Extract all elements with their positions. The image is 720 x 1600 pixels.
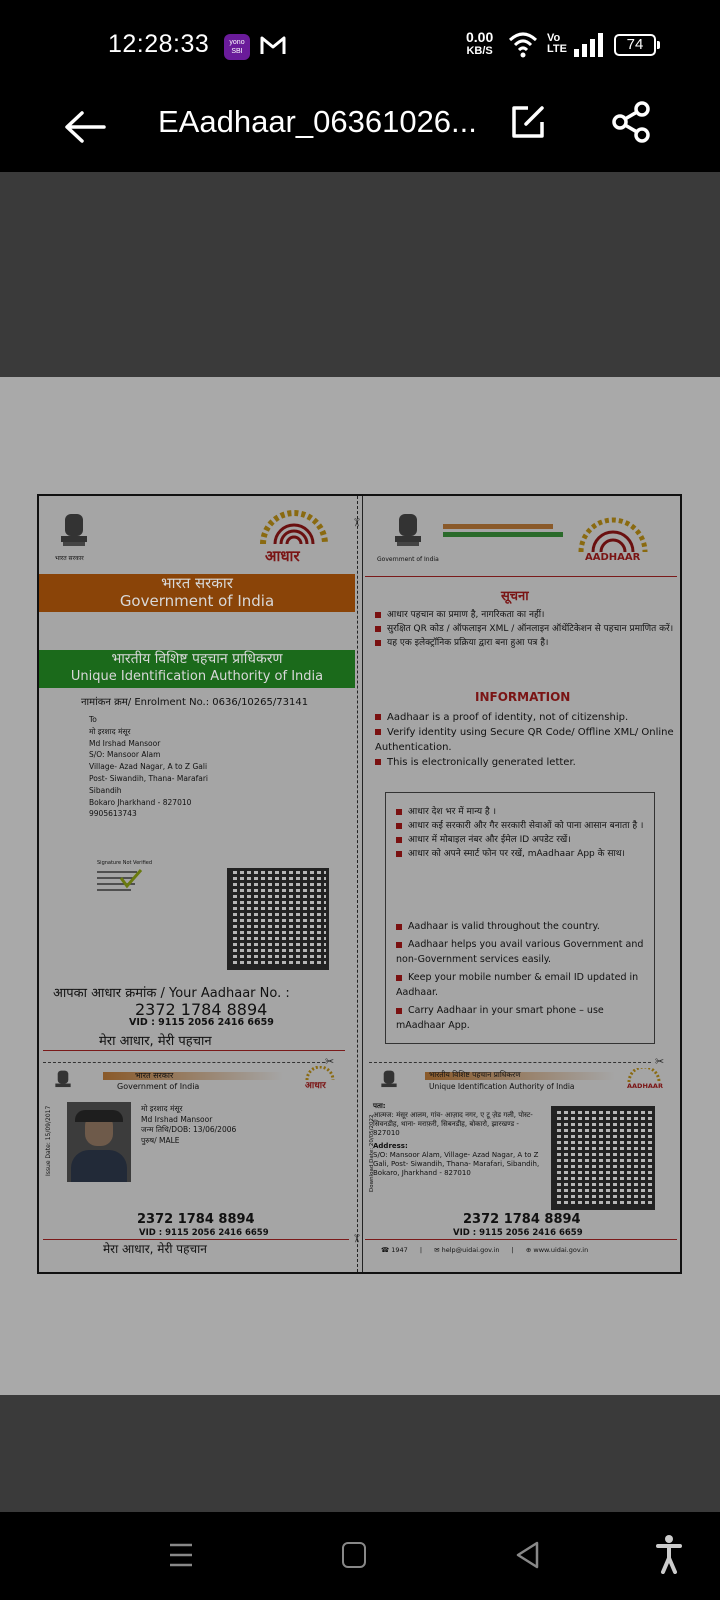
header-divider [365, 576, 677, 577]
box-en-list: Aadhaar is valid throughout the country. Aadhaar helps you avail various Government and non-Government services easily. Keep your mobile number & email ID updated in Aadhaar. Carry Aadhaar in your smart phone – use mAadhaar App. [396, 921, 644, 1031]
navigation-bar [0, 1512, 720, 1600]
pdf-viewer[interactable] [0, 172, 720, 1512]
info-en-list: Aadhaar is a proof of identity, not of citizenship. Verify identity using Secure QR Code/ Offline XML/ Online Authentication. This is electronically generated letter. [375, 712, 674, 768]
right-cut-line [369, 1062, 651, 1063]
gov-band: भारत सरकार Government of India [39, 574, 355, 612]
vertical-cut-line [357, 496, 363, 1272]
signature-check-icon [97, 866, 153, 896]
card-tagline: मेरा आधार, मेरी पहचान [103, 1242, 207, 1256]
card-details: मो इरशाद मंसूर Md Irshad Mansoor जन्म तिथि/DOB: 13/06/2006 पुरुष/ MALE [141, 1104, 237, 1145]
enrolment-number: नामांकन क्रम/ Enrolment No.: 0636/10265/73141 [81, 697, 309, 708]
home-icon[interactable] [342, 1542, 366, 1568]
card-gov-en: Government of India [117, 1082, 200, 1091]
card-aadhaar-number: 2372 1784 8894 [137, 1212, 255, 1227]
aadhaar-letter [37, 494, 682, 1274]
uidai-band: भारतीय विशिष्ट पहचान प्राधिकरण Unique Identification Authority of India [39, 650, 355, 688]
tricolor-green [443, 532, 563, 537]
right-card-aadhaar-logo-icon [627, 1068, 661, 1082]
notice-hi-list: आधार पहचान का प्रमाण है, नागरिकता का नहीं। सुरक्षित QR कोड / ऑफलाइन XML / ऑनलाइन ऑथेंटिकेशन से पहचान प्रमाणित करें। यह एक इलेक्ट्रॉनिक प्रक्रिया द्वारा बना हुआ पत्र है। [375, 608, 675, 650]
clock: 12:28:33 [108, 30, 210, 58]
address-block: To मो इरशाद मंसूर Md Irshad Mansoor S/O: Mansoor Alam Village- Azad Nagar, A to Z Gali Post- Siwandih, Thana- Marafari Sibandih Bokaro Jharkhand - 827010 9905613743 [89, 715, 208, 819]
divider [43, 1050, 345, 1051]
nav-back-icon[interactable] [514, 1540, 540, 1570]
right-aadhaar-logo-text: AADHAAR [585, 552, 641, 563]
tricolor-orange [443, 524, 553, 529]
edit-icon[interactable] [508, 102, 548, 142]
right-scissors-icon: ✂ [655, 1055, 665, 1068]
scissors-icon: ✂ [325, 1055, 335, 1068]
box-hi-list: आधार देश भर में मान्य है । आधार कई सरकारी और गैर सरकारी सेवाओं को पाना आसान बनाता है । आधार में मोबाइल नंबर और ईमेल ID अपडेट रखें। आधार को अपने स्मार्ट फोन पर रखें, mAadhaar App के साथ। [396, 805, 648, 861]
vid-number: VID : 9115 2056 2416 6659 [129, 1017, 274, 1028]
your-aadhaar-label: आपका आधार क्रमांक / Your Aadhaar No. : [53, 986, 290, 1001]
right-card-divider [365, 1239, 677, 1240]
network-speed: 0.00 KB/S [466, 29, 494, 57]
signal-icon [574, 33, 604, 57]
download-date: Download Date: 20/05/2022 [369, 1114, 375, 1192]
share-icon[interactable] [610, 100, 654, 144]
wifi-icon [508, 30, 538, 58]
right-card-uidai-en: Unique Identification Authority of India [429, 1082, 575, 1091]
aadhaar-logo-text: आधार [265, 547, 300, 565]
phone-icon: ☎ [381, 1246, 390, 1254]
right-card-aadhaar-logo: AADHAAR [627, 1082, 663, 1090]
right-emblem-caption: Government of India [377, 556, 439, 563]
card-aadhaar-logo: आधार [305, 1081, 326, 1091]
photo [67, 1102, 131, 1182]
card-gov-hi: भारत सरकार [135, 1071, 174, 1080]
tagline: मेरा आधार, मेरी पहचान [99, 1034, 212, 1049]
scissors-icon-bottom: ✂ [350, 1233, 364, 1244]
right-qr-code [551, 1106, 655, 1210]
recent-apps-icon[interactable] [168, 1542, 194, 1568]
qr-code [227, 868, 329, 970]
right-card-vid: VID : 9115 2056 2416 6659 [453, 1228, 583, 1238]
gmail-icon [260, 34, 286, 56]
right-emblem-icon [391, 510, 425, 550]
right-aadhaar-logo-icon [575, 514, 651, 554]
mail-icon: ✉ [434, 1246, 440, 1254]
card-tricolor [103, 1072, 283, 1080]
notice-hi-title: सूचना [501, 589, 529, 604]
card-emblem-icon [53, 1068, 73, 1092]
signature-status: Signature Not Verified [97, 860, 153, 866]
volte-icon: Vo LTE [547, 32, 567, 55]
status-bar [0, 0, 720, 88]
right-panel [365, 496, 682, 1272]
info-title: INFORMATION [475, 690, 571, 704]
cut-line [43, 1062, 325, 1063]
emblem-caption: भारत सरकार [55, 555, 84, 562]
card-vid: VID : 9115 2056 2416 6659 [139, 1228, 269, 1238]
right-card-emblem-icon [379, 1068, 399, 1092]
issue-date: Issue Date: 15/09/2017 [45, 1105, 52, 1176]
app-bar [0, 88, 720, 172]
pdf-page[interactable] [0, 377, 720, 1395]
footer-contacts: ☎ 1947 | ✉ help@uidai.gov.in | ⊕ www.uidai.gov.in [381, 1246, 589, 1254]
accessibility-icon[interactable] [656, 1534, 682, 1574]
battery-icon: 74 [614, 34, 656, 56]
scissors-icon-top: ✂ [350, 517, 364, 528]
left-panel [39, 496, 355, 1272]
aadhaar-number: 2372 1784 8894 [135, 1000, 268, 1019]
globe-icon: ⊕ [525, 1246, 532, 1254]
yono-sbi-icon: yono SBI [224, 34, 250, 60]
right-card-aadhaar-number: 2372 1784 8894 [463, 1212, 581, 1227]
national-emblem-icon [57, 510, 91, 550]
info-box [385, 792, 655, 1044]
right-card-uidai-hi: भारतीय विशिष्ट पहचान प्राधिकरण [429, 1070, 521, 1079]
card-aadhaar-logo-icon [305, 1066, 335, 1080]
right-card-address: पता: आत्मज: मंसूर आलम, गांव- आज़ाद नगर, ए टू ज़ेड गली, पोस्ट- सिवनडीह, थाना- मराफ़री, सिबनडीह, बोकारो, झारखण्ड - 827010 Address: S/O: Mansoor Alam, Village- Azad Nagar, A to Z Gali, Post- Siwandih, Thana- Marafari, Sibandih, Bokaro, Jharkhand - 827010 [373, 1102, 540, 1177]
back-arrow-icon[interactable] [62, 104, 108, 150]
document-title: EAadhaar_06361026... [158, 104, 477, 139]
